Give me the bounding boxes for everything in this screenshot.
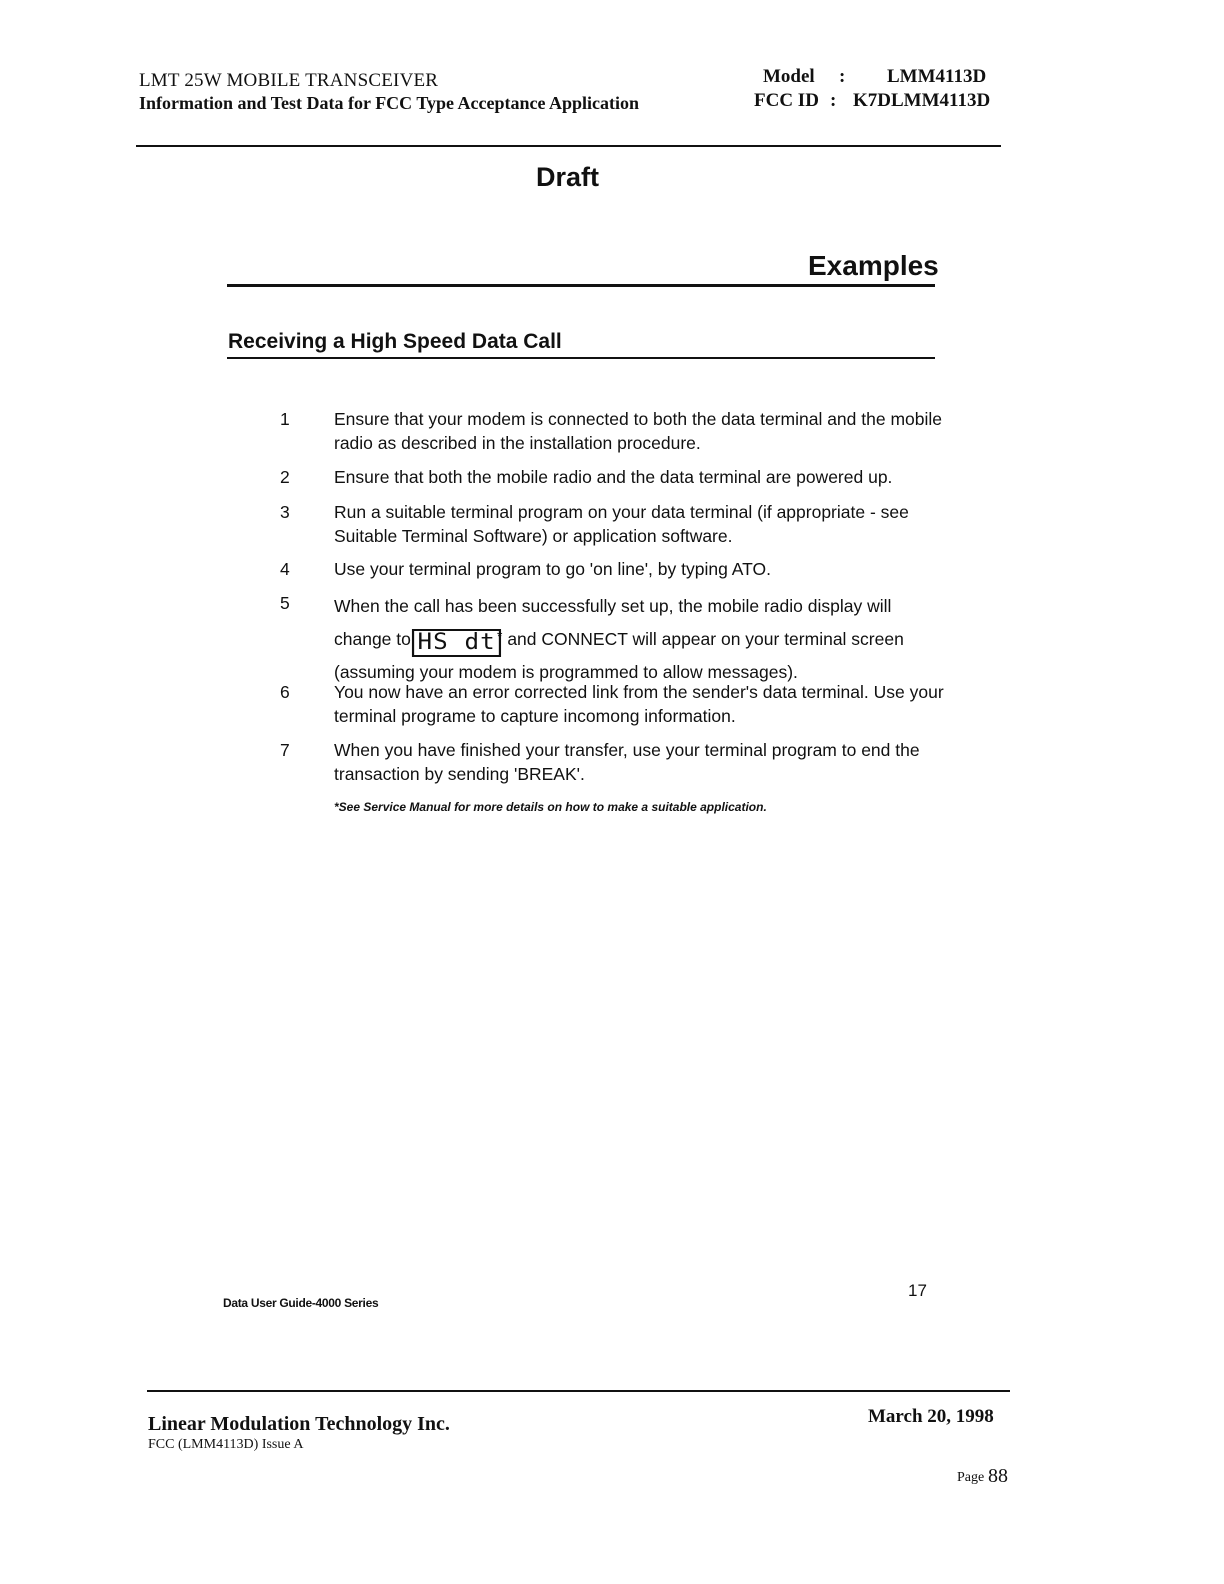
footnote-marker: *	[496, 628, 503, 644]
header-divider	[136, 145, 1001, 147]
company-name: Linear Modulation Technology Inc.	[148, 1413, 450, 1435]
fcc-id-value: K7DLMM4113D	[853, 90, 991, 111]
step-text: Use your terminal program to go 'on line', by typing ATO.	[334, 559, 771, 579]
fcc-id-colon: :	[830, 90, 837, 111]
draft-label: Draft	[536, 162, 600, 192]
step-text: You now have an error corrected link from the sender's data terminal. Use your terminal programe to capture incomong information.	[334, 682, 944, 726]
guide-page-number: 17	[908, 1281, 927, 1300]
radio-display-lcd: HS dt	[412, 629, 501, 657]
model-colon: :	[839, 66, 846, 87]
fcc-id-label: FCC ID	[754, 90, 819, 111]
model-value: LMM4113D	[887, 66, 987, 87]
step-text: Ensure that both the mobile radio and the data terminal are powered up.	[334, 467, 893, 487]
document-subtitle: Information and Test Data for FCC Type Acceptance Application	[139, 93, 640, 113]
step-number: 1	[280, 409, 290, 429]
step-number: 2	[280, 467, 290, 487]
document-title: LMT 25W MOBILE TRANSCEIVER	[139, 70, 439, 91]
footer-divider	[147, 1390, 1010, 1392]
section-title: Examples	[808, 250, 939, 281]
step-number: 5	[280, 593, 290, 613]
page-number: 88	[988, 1465, 1008, 1487]
guide-footer-name: Data User Guide-4000 Series	[223, 1296, 379, 1310]
step-number: 6	[280, 682, 290, 702]
step-text: Ensure that your modem is connected to both the data terminal and the mobile radio as described in the installation procedure.	[334, 409, 942, 453]
document-date: March 20, 1998	[868, 1406, 994, 1427]
step-text-before: When the call has been successfully set up, the mobile radio display will change to	[334, 596, 892, 649]
subsection-divider	[227, 357, 935, 359]
model-label: Model	[763, 66, 815, 87]
filing-reference: FCC (LMM4113D) Issue A	[148, 1437, 304, 1452]
step-text-after: and CONNECT will appear on your terminal screen (assuming your modem is programmed to allow messages).	[334, 629, 904, 682]
footnote: *See Service Manual for more details on how to make a suitable application.	[334, 800, 767, 814]
step-number: 4	[280, 559, 290, 579]
step-number: 3	[280, 502, 290, 522]
step-text: Run a suitable terminal program on your data terminal (if appropriate - see Suitable Terminal Software) or application software.	[334, 502, 909, 546]
step-text: When you have finished your transfer, use your terminal program to end the transaction by sending 'BREAK'.	[334, 740, 920, 784]
step-number: 7	[280, 740, 290, 760]
step-text	[334, 591, 944, 687]
subsection-title: Receiving a High Speed Data Call	[228, 330, 562, 353]
section-divider	[227, 284, 935, 287]
page-label: Page	[957, 1470, 985, 1485]
